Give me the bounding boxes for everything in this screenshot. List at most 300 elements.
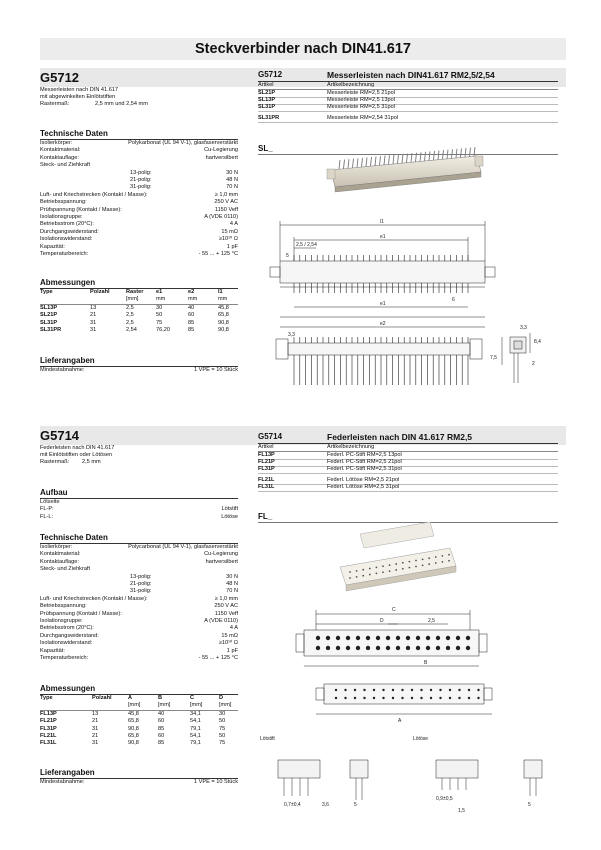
g5712-tech-key: Steck- und Ziehkraft	[40, 162, 91, 169]
g5714-tech2-value: 1150 Veff	[214, 610, 238, 617]
dim-3-3: 3,3	[288, 332, 295, 338]
photo-hole	[362, 575, 364, 577]
g5712-desc-1: Messerleisten nach DIN 41.617	[40, 87, 119, 93]
dim-e1-bottom: e1	[380, 301, 386, 307]
g5714-abm-cell: 30	[219, 710, 226, 717]
g5714-tech2-value: A (VDE 0110)	[204, 618, 238, 624]
solder-pin	[411, 689, 413, 691]
g5714-liefer-value: 1 VPE = 10 Stück	[194, 779, 238, 785]
g5712-abm-cell: 2,54	[126, 327, 137, 333]
connector-pin	[398, 154, 399, 163]
connector-pin	[366, 157, 367, 166]
g5712-abm-cell: SL13P	[40, 304, 58, 311]
g5712-abm-head: e1	[156, 289, 163, 295]
g5712-tech-key: Isolierkörper:	[40, 140, 73, 146]
g5714-tech-value: Polycarbonat (UL 94 V-1), glasfaserverstärkt	[128, 544, 238, 550]
g5714-abm-cell: 85	[158, 725, 165, 732]
photo-hole	[356, 570, 358, 572]
solder-pin	[354, 697, 356, 699]
g5714-article-code: FL31L	[258, 484, 275, 490]
g5714-tech-key: Kontaktmaterial:	[40, 551, 81, 558]
g5712-tech2-key: Durchgangswiderstand:	[40, 228, 99, 235]
g5712-force-value: 48 N	[226, 177, 238, 183]
photo-hole	[442, 561, 444, 563]
photo-hole	[422, 564, 424, 566]
g5714-tech2-key: Durchgangswiderstand:	[40, 632, 99, 639]
g5714-aufbau-key: FL-P:	[40, 506, 54, 513]
g5714-tech-value: hartversilbert	[205, 558, 238, 565]
g5712-abm-cell: 45,8	[218, 304, 229, 311]
dim-e2: e2	[380, 321, 386, 327]
g5712-abm-head: l1	[218, 289, 223, 295]
g5712-abm-cell: 21	[90, 312, 97, 319]
g5712-article-desc: Messerleiste RM=2,54 31pol	[327, 115, 399, 121]
contact-hole	[356, 636, 360, 640]
photo-hole	[428, 557, 430, 559]
contact-hole	[396, 636, 400, 640]
g5714-force-key: 31-polig:	[130, 588, 152, 595]
g5714-article-rule	[258, 459, 558, 460]
photo-hole	[402, 562, 404, 564]
g5714-aufbau-value: Lötöse	[221, 513, 238, 520]
g5714-photo-label: FL_	[258, 512, 273, 521]
g5712-tech2-key: Isolationswiderstand:	[40, 236, 93, 243]
connector-pin	[447, 150, 448, 159]
photo-hole	[356, 576, 358, 578]
solder-pin	[439, 697, 441, 699]
g5714-abm-cell: 54,1	[190, 733, 201, 739]
contact-hole	[416, 646, 420, 650]
photo-hole	[362, 569, 364, 571]
solder-pin	[449, 697, 451, 699]
contact-hole	[356, 646, 360, 650]
g5714-abm-cell: 79,1	[190, 740, 201, 747]
connector-pin	[452, 149, 453, 158]
g5712-abm-head: Polzahl	[90, 289, 110, 295]
g5712-abm-cell: 40	[188, 304, 195, 311]
solder-pin	[344, 689, 346, 691]
g5712-tech2-key: Betriebsstrom (20°C):	[40, 221, 94, 228]
solder-pin	[363, 689, 365, 691]
solder-pin	[354, 689, 356, 691]
contact-hole	[396, 646, 400, 650]
g5714-abm-cell: 79,1	[190, 725, 201, 732]
contact-hole	[316, 636, 320, 640]
photo-hole	[409, 567, 411, 569]
photo-hole	[349, 571, 351, 573]
contact-hole	[406, 646, 410, 650]
solder-pin	[401, 689, 403, 691]
connector-pin	[348, 159, 349, 168]
g5714-abm-cell: FL31P	[40, 725, 57, 732]
g5712-abm-unit: [mm]	[126, 296, 139, 303]
g5714-abm-cell: 60	[158, 718, 165, 725]
g5714-aufbau-key: Lötseite	[40, 499, 60, 505]
dim-5-oese: 5	[528, 802, 531, 808]
g5714-abm-cell: 40	[158, 710, 165, 717]
connector-pin	[411, 153, 412, 162]
g5712-tech2-value: ≥ 1,0 mm	[214, 191, 238, 198]
dim-l1: l1	[380, 219, 384, 225]
g5714-abm-head: C	[190, 695, 195, 701]
dim-0-9: 0,9±0,5	[436, 796, 453, 802]
dim-5-stift: 5	[354, 802, 357, 808]
solder-pin	[420, 689, 422, 691]
g5712-abm-unit: mm	[156, 296, 166, 303]
connector-pin	[357, 158, 358, 167]
photo-hole	[415, 560, 417, 562]
g5714-article-code: FL31P	[258, 466, 275, 472]
g5714-aufbau-key: FL-L:	[40, 513, 54, 520]
g5714-liefer-key: Mindestabnahme:	[40, 779, 85, 785]
g5712-tech-key: Kontaktauflage:	[40, 154, 79, 161]
g5712-force-value: 30 N	[226, 169, 238, 176]
contact-hole	[456, 636, 460, 640]
g5712-article-code: SL31P	[258, 104, 276, 110]
g5712-article-code: SL21P	[258, 90, 276, 96]
g5712-article-code: SL13P	[258, 97, 276, 103]
g5714-article-desc: Federl. PC-Stift RM=2,5 31pol	[327, 466, 402, 472]
connector-pin	[434, 151, 435, 160]
g5712-tech2-key: Betriebsspannung:	[40, 199, 87, 206]
sl-technical-drawing	[258, 215, 558, 405]
g5714-tech2-value: 15 mΩ	[221, 632, 238, 639]
photo-hole	[382, 565, 384, 567]
dim-3-6: 3,6	[322, 802, 329, 808]
connector-pin	[362, 158, 363, 167]
connector-pin	[474, 147, 475, 156]
g5714-tech2-key: Isolationsgruppe:	[40, 618, 83, 624]
dim-8-4: 8,4	[534, 339, 541, 345]
solder-pin	[477, 689, 479, 691]
dim-raster: 2,5 / 2,54	[296, 242, 317, 248]
g5714-prod-title: Federleisten nach DIN 41.617 RM2,5	[327, 432, 473, 442]
contact-hole	[346, 646, 350, 650]
connector-pin	[380, 156, 381, 165]
g5714-force-value: 30 N	[226, 573, 238, 580]
g5712-raster-value: 2,5 mm und 2,54 mm	[95, 101, 148, 107]
g5714-art-head: Artikel	[258, 444, 274, 450]
g5712-liefer-key: Mindestabnahme:	[40, 367, 85, 373]
g5714-abm-cell: 85	[158, 740, 165, 747]
sl-connector-photo	[327, 150, 487, 195]
g5714-art-head: Artikelbezeichnung	[327, 444, 375, 450]
contact-hole	[326, 646, 330, 650]
loet-stift-label: Lötstift	[260, 736, 275, 742]
g5714-abm-cell: 34,1	[190, 710, 201, 717]
g5712-force-value: 70 N	[226, 184, 238, 191]
g5714-tech-key: Isolierkörper:	[40, 544, 73, 550]
contact-hole	[386, 636, 390, 640]
photo-hole	[448, 560, 450, 562]
g5714-liefer-title: Lieferangaben	[40, 768, 95, 777]
g5714-tech-value: Cu-Legierung	[204, 551, 238, 558]
g5714-tech2-key: Isolationswiderstand:	[40, 640, 93, 647]
g5714-abm-cell: 50	[219, 718, 226, 725]
g5712-tech-value: Polykarbonat (UL 94 V-1), glasfaserverstärkt	[128, 140, 238, 146]
g5714-abm-cell: 65,8	[128, 718, 139, 725]
g5712-prod-title: Messerleisten nach DIN41.617 RM2,5/2,54	[327, 70, 495, 80]
g5712-tech2-key: Kapazität:	[40, 243, 65, 250]
g5712-abm-cell: 85	[188, 327, 195, 333]
g5712-article-rule	[258, 122, 558, 123]
g5712-abm-cell: 50	[156, 312, 163, 319]
g5714-prod-code: G5714	[258, 432, 283, 441]
g5714-abm-cell: FL21P	[40, 718, 57, 725]
g5714-article-rule	[258, 491, 558, 492]
g5714-article-desc: Federl. Lötöse RM=2,5 31pol	[327, 484, 400, 490]
g5712-tech2-value: ≥10¹⁰ Ω	[218, 236, 238, 243]
contact-hole	[446, 636, 450, 640]
g5714-article-desc: Federl. PC-Stift RM=2,5 13pol	[327, 452, 402, 458]
g5712-desc-2: mit abgewinkelten Einlötstiften	[40, 94, 116, 100]
connector-pin	[353, 159, 354, 168]
contact-hole	[336, 636, 340, 640]
g5714-article-rule	[258, 484, 558, 485]
contact-hole	[316, 646, 320, 650]
g5714-abm-cell: FL31L	[40, 740, 57, 747]
solder-pin	[458, 689, 460, 691]
g5712-tech2-value: 1150 Veff	[214, 206, 238, 213]
g5712-abm-cell: 90,8	[218, 327, 229, 333]
g5712-art-head: Artikel	[258, 82, 274, 88]
loet-oese-label: Lötöse	[413, 736, 429, 742]
g5714-abm-cell: FL13P	[40, 710, 57, 717]
g5714-abm-unit: [mm]	[219, 702, 232, 709]
g5712-abm-head: e2	[188, 289, 195, 295]
g5714-article-code: FL21P	[258, 459, 275, 465]
g5714-abm-title: Abmessungen	[40, 684, 96, 693]
photo-hole	[409, 561, 411, 563]
g5712-tech2-value: 250 V AC	[214, 199, 238, 206]
contact-hole	[456, 646, 460, 650]
g5714-art-rule	[258, 451, 558, 452]
g5712-tech2-value: 4 A	[229, 221, 238, 228]
contact-hole	[376, 636, 380, 640]
g5714-article-desc: Federl. Lötöse RM=2,5 21pol	[327, 477, 400, 483]
g5714-abm-head: B	[158, 695, 163, 701]
solder-pin	[335, 697, 337, 699]
g5712-prod-rule	[258, 81, 558, 82]
solder-pin	[420, 697, 422, 699]
g5712-tech-key: Kontaktmaterial:	[40, 147, 81, 154]
g5712-liefer-title: Lieferangaben	[40, 356, 95, 365]
contact-hole	[416, 636, 420, 640]
g5714-force-value: 70 N	[226, 588, 238, 595]
g5712-tech2-key: Prüfspannung (Kontakt / Masse):	[40, 206, 122, 213]
g5712-abm-cell: 65,8	[218, 312, 229, 319]
contact-hole	[446, 646, 450, 650]
solder-pin	[411, 697, 413, 699]
connector-pin	[438, 151, 439, 160]
g5712-article-desc: Messerleiste RM=2,5 21pol	[327, 90, 395, 96]
contact-hole	[426, 636, 430, 640]
connector-pin	[420, 152, 421, 161]
g5712-abm-cell: 2,5	[126, 319, 134, 326]
g5712-abm-cell: 85	[188, 319, 195, 326]
dim-e1-top: e1	[380, 234, 386, 240]
g5714-abm-cell: 90,8	[128, 725, 139, 732]
g5714-abm-cell: FL21L	[40, 733, 57, 739]
contact-hole	[436, 646, 440, 650]
g5712-tech-value: hartversilbert	[205, 154, 238, 161]
g5712-article-desc: Messerleiste RM=2,5 13pol	[327, 97, 395, 103]
g5714-desc-2: mit Einlötstiften oder Lötösen	[40, 452, 113, 458]
g5714-abm-cell: 60	[158, 733, 165, 739]
g5714-abm-inner-rule	[40, 710, 238, 711]
g5714-desc-1: Federleisten nach DIN 41.617	[40, 445, 115, 451]
g5712-article-rule	[258, 104, 558, 105]
g5712-abm-inner-rule	[40, 304, 238, 305]
connector-pin	[389, 155, 390, 164]
g5714-tech2-key: Prüfspannung (Kontakt / Masse):	[40, 610, 122, 617]
g5712-prod-code: G5712	[258, 70, 283, 79]
solder-pin	[335, 689, 337, 691]
g5712-abm-title: Abmessungen	[40, 278, 96, 287]
photo-hole	[395, 563, 397, 565]
g5714-force-key: 13-polig:	[130, 573, 152, 580]
g5714-abm-cell: 65,8	[128, 733, 139, 739]
g5712-abm-cell: 75	[156, 319, 163, 326]
g5714-tech2-value: 1 pF	[226, 647, 238, 654]
g5714-abm-cell: 45,8	[128, 710, 139, 717]
g5714-abm-unit: [mm]	[128, 702, 141, 709]
g5714-tech2-value: 250 V AC	[214, 603, 238, 610]
connector-pin	[407, 154, 408, 163]
g5714-tech2-key: Temperaturbereich:	[40, 655, 89, 661]
g5712-liefer-value: 1 VPE = 10 Stück	[194, 367, 238, 373]
solder-pin	[344, 697, 346, 699]
g5712-tech2-key: Temperaturbereich:	[40, 251, 89, 257]
photo-hole	[369, 568, 371, 570]
g5714-tech-key: Steck- und Ziehkraft	[40, 566, 91, 573]
contact-hole	[466, 636, 470, 640]
solder-pin	[363, 697, 365, 699]
g5712-abm-head: Type	[40, 289, 53, 295]
g5714-abm-cell: 31	[92, 740, 99, 747]
solder-pin	[439, 689, 441, 691]
solder-pin	[401, 697, 403, 699]
g5714-abm-cell: 50	[219, 733, 226, 739]
g5712-abm-cell: 30	[156, 304, 163, 311]
g5712-abm-cell: 2,5	[126, 304, 134, 311]
dim-D: D	[380, 618, 384, 624]
contact-hole	[366, 636, 370, 640]
g5712-raster-label: Rastermaß:	[40, 101, 70, 107]
contact-hole	[426, 646, 430, 650]
connector-pin	[339, 160, 340, 169]
g5714-abm-head: Type	[40, 695, 53, 701]
photo-hole	[448, 554, 450, 556]
g5712-force-key: 21-polig:	[130, 177, 152, 183]
photo-hole	[382, 571, 384, 573]
g5714-aufbau-rule	[40, 498, 238, 499]
contact-hole	[406, 636, 410, 640]
fl-technical-drawing	[258, 600, 558, 820]
solder-pin	[392, 697, 394, 699]
connector-pin	[402, 154, 403, 163]
g5712-art-rule	[258, 89, 558, 90]
g5712-abm-cell: 2,5	[126, 312, 134, 319]
photo-hole	[395, 569, 397, 571]
photo-hole	[389, 564, 391, 566]
connector-pin	[470, 148, 471, 157]
solder-pin	[373, 697, 375, 699]
page-title: Steckverbinder nach DIN41.617	[195, 41, 411, 57]
g5714-aufbau-value: Lötstift	[221, 506, 238, 513]
contact-hole	[386, 646, 390, 650]
g5712-abm-cell: SL31PR	[40, 327, 62, 333]
g5712-tech2-value: 1 pF	[226, 243, 238, 250]
g5712-abm-cell: 60	[188, 312, 195, 319]
dim-C: C	[392, 607, 396, 613]
g5714-aufbau-title: Aufbau	[40, 488, 68, 497]
dim-0-7: 0,7±0,4	[284, 802, 301, 808]
g5714-article-desc: Federl. PC-Stift RM=2,5 21pol	[327, 459, 402, 465]
g5714-tech2-value: ≥10¹⁰ Ω	[218, 640, 238, 647]
g5712-art-head: Artikelbezeichnung	[327, 82, 375, 88]
g5712-abm-unit: mm	[188, 296, 198, 303]
solder-pin	[373, 689, 375, 691]
g5712-tech2-key: Isolationsgruppe:	[40, 214, 83, 220]
g5714-abm-cell: 54,1	[190, 718, 201, 725]
solder-pin	[430, 689, 432, 691]
fl-connector-photo	[330, 522, 480, 592]
photo-hole	[435, 562, 437, 564]
photo-hole	[415, 566, 417, 568]
contact-hole	[326, 636, 330, 640]
connector-pin	[344, 160, 345, 169]
g5712-code: G5712	[40, 70, 80, 85]
g5714-tech2-value: 4 A	[229, 625, 238, 632]
g5714-raster-value: 2,5 mm	[82, 459, 101, 465]
g5712-abm-cell: SL31P	[40, 319, 58, 326]
g5714-tech2-key: Betriebsstrom (20°C):	[40, 625, 94, 632]
connector-pin	[443, 150, 444, 159]
g5712-tech-value: Cu-Legierung	[204, 147, 238, 154]
connector-pin	[416, 153, 417, 162]
g5714-abm-cell: 13	[92, 710, 99, 717]
g5712-tech2-value: - 55 ... + 125 °C	[198, 251, 238, 257]
photo-hole	[435, 556, 437, 558]
solder-pin	[477, 697, 479, 699]
photo-hole	[376, 573, 378, 575]
g5712-article-code: SL31PR	[258, 115, 280, 121]
connector-pin	[375, 157, 376, 166]
g5712-abm-unit: mm	[218, 296, 228, 303]
solder-pin	[449, 689, 451, 691]
g5714-force-key: 21-polig:	[130, 581, 152, 587]
dim-B: B	[424, 660, 428, 666]
connector-pin	[393, 155, 394, 164]
connector-pin	[461, 148, 462, 157]
g5714-tech2-key: Luft- und Kriechstrecken (Kontakt / Masse):	[40, 595, 148, 602]
g5712-abm-cell: 13	[90, 304, 97, 311]
solder-pin	[382, 697, 384, 699]
contact-hole	[336, 646, 340, 650]
g5714-abm-cell: 31	[92, 725, 99, 732]
connector-pin	[465, 148, 466, 157]
g5714-abm-cell: 21	[92, 733, 99, 739]
solder-pin	[468, 689, 470, 691]
g5714-tech2-value: - 55 ... + 125 °C	[198, 655, 238, 661]
g5714-abm-head: D	[219, 695, 224, 701]
g5714-force-value: 48 N	[226, 581, 238, 587]
photo-hole	[442, 555, 444, 557]
g5714-abm-head: Polzahl	[92, 695, 112, 701]
g5712-abm-cell: 31	[90, 319, 97, 326]
g5712-abm-cell: SL21P	[40, 312, 58, 319]
